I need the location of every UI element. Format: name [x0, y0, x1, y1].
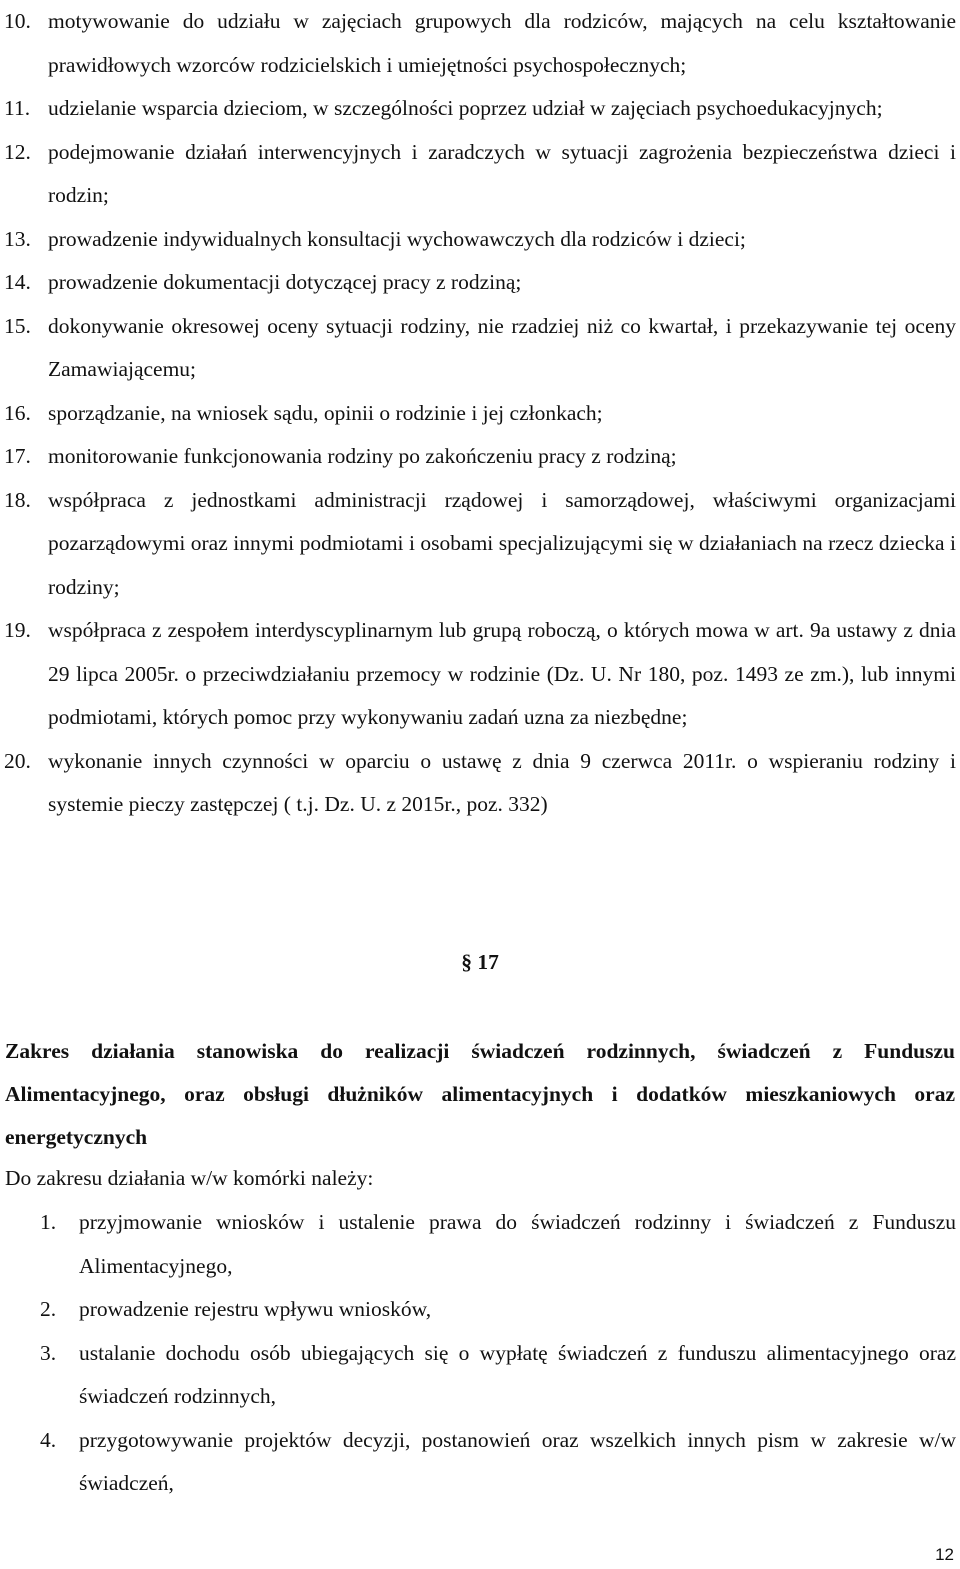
list-item [0, 305, 956, 392]
item-text: przygotowywanie projektów decyzji, postanowień oraz wszelkich innych pism w zakresie w/w świadczeń, [79, 1427, 956, 1495]
item-number: 1. [40, 1210, 57, 1234]
item-text: współpraca z jednostkami administracji rządowej i samorządowej, właściwymi organizacjami pozarządowymi oraz innymi podmiotami i osobami specjalizującymi się w działaniach na rzecz dziecka i rodziny; [48, 487, 956, 599]
item-number: 19. [4, 618, 31, 642]
list-item [0, 1332, 956, 1419]
list-item [0, 609, 956, 740]
intro-text: Do zakresu działania w/w komórki należy: [5, 1166, 374, 1190]
item-number: 20. [4, 748, 31, 773]
list-item [0, 1288, 956, 1332]
item-number: 12. [4, 139, 31, 164]
item-text: wykonanie innych czynności w oparciu o ustawę z dnia 9 czerwca 2011r. o wspieraniu rodziny i systemie pieczy zastępczej ( t.j. Dz. U. z 2015r., poz. 332) [48, 748, 956, 816]
list-item [0, 87, 956, 131]
list-item [0, 392, 956, 436]
list-item [0, 1201, 956, 1288]
item-text: udzielanie wsparcia dzieciom, w szczególności poprzez udział w zajęciach psychoedukacyjnych; [48, 96, 883, 120]
item-number: 18. [4, 487, 31, 512]
item-number: 16. [4, 400, 31, 425]
item-text: prowadzenie rejestru wpływu wniosków, [79, 1297, 432, 1321]
item-text: prowadzenie indywidualnych konsultacji wychowawczych dla rodziców i dzieci; [48, 226, 746, 251]
item-number: 17. [4, 444, 31, 468]
item-number: 4. [40, 1427, 57, 1452]
item-text: przyjmowanie wniosków i ustalenie prawa do świadczeń rodzinny i świadczeń z Funduszu Alimentacyjnego, [79, 1210, 956, 1278]
page-number: 12 [935, 1545, 954, 1564]
list-item [0, 1419, 956, 1506]
list-item [0, 0, 956, 87]
item-number: 14. [4, 270, 31, 294]
item-text: ustalanie dochodu osób ubiegających się o wypłatę świadczeń z funduszu alimentacyjnego oraz świadczeń rodzinnych, [79, 1340, 956, 1408]
list-item [0, 218, 956, 262]
item-number: 3. [40, 1340, 57, 1365]
item-text: podejmowanie działań interwencyjnych i zaradczych w sytuacji zagrożenia bezpieczeństwa dzieci i rodzin; [48, 139, 956, 207]
item-number: 10. [4, 9, 31, 33]
item-text: monitorowanie funkcjonowania rodziny po zakończeniu pracy z rodziną; [48, 444, 677, 468]
section-mark: § 17 [461, 950, 499, 974]
duties-list [0, 1201, 956, 1506]
item-text: motywowanie do udziału w zajęciach grupowych dla rodziców, mających na celu kształtowanie prawidłowych wzorców rodzicielskich i umiejętności psychospołecznych; [48, 9, 956, 77]
list-item [0, 740, 956, 827]
section-heading: Zakres działania stanowiska do realizacji świadczeń rodzinnych, świadczeń z Funduszu Alimentacyjnego, oraz obsługi dłużników alimentacyjnych i dodatków mieszkaniowych oraz energetycznych [5, 1039, 955, 1149]
item-number: 11. [4, 96, 31, 120]
item-text: dokonywanie okresowej oceny sytuacji rodziny, nie rzadziej niż co kwartał, i przekazywanie tej oceny Zamawiającemu; [48, 313, 956, 381]
list-item [0, 479, 956, 610]
list-item [0, 131, 956, 218]
item-number: 2. [40, 1297, 57, 1321]
list-item [0, 435, 956, 479]
item-text: sporządzanie, na wniosek sądu, opinii o rodzinie i jej członkach; [48, 400, 603, 425]
item-number: 15. [4, 313, 31, 338]
item-text: współpraca z zespołem interdyscyplinarnym lub grupą roboczą, o których mowa w art. 9a ustawy z dnia 29 lipca 2005r. o przeciwdziałaniu przemocy w rodzinie (Dz. U. Nr 180, poz. 1493 ze zm.), lub innymi podmiotami, których pomoc przy wykonywaniu zadań uzna za niezbędne; [48, 618, 956, 729]
item-number: 13. [4, 226, 31, 251]
item-text: prowadzenie dokumentacji dotyczącej pracy z rodziną; [48, 270, 522, 294]
list-item [0, 261, 956, 305]
